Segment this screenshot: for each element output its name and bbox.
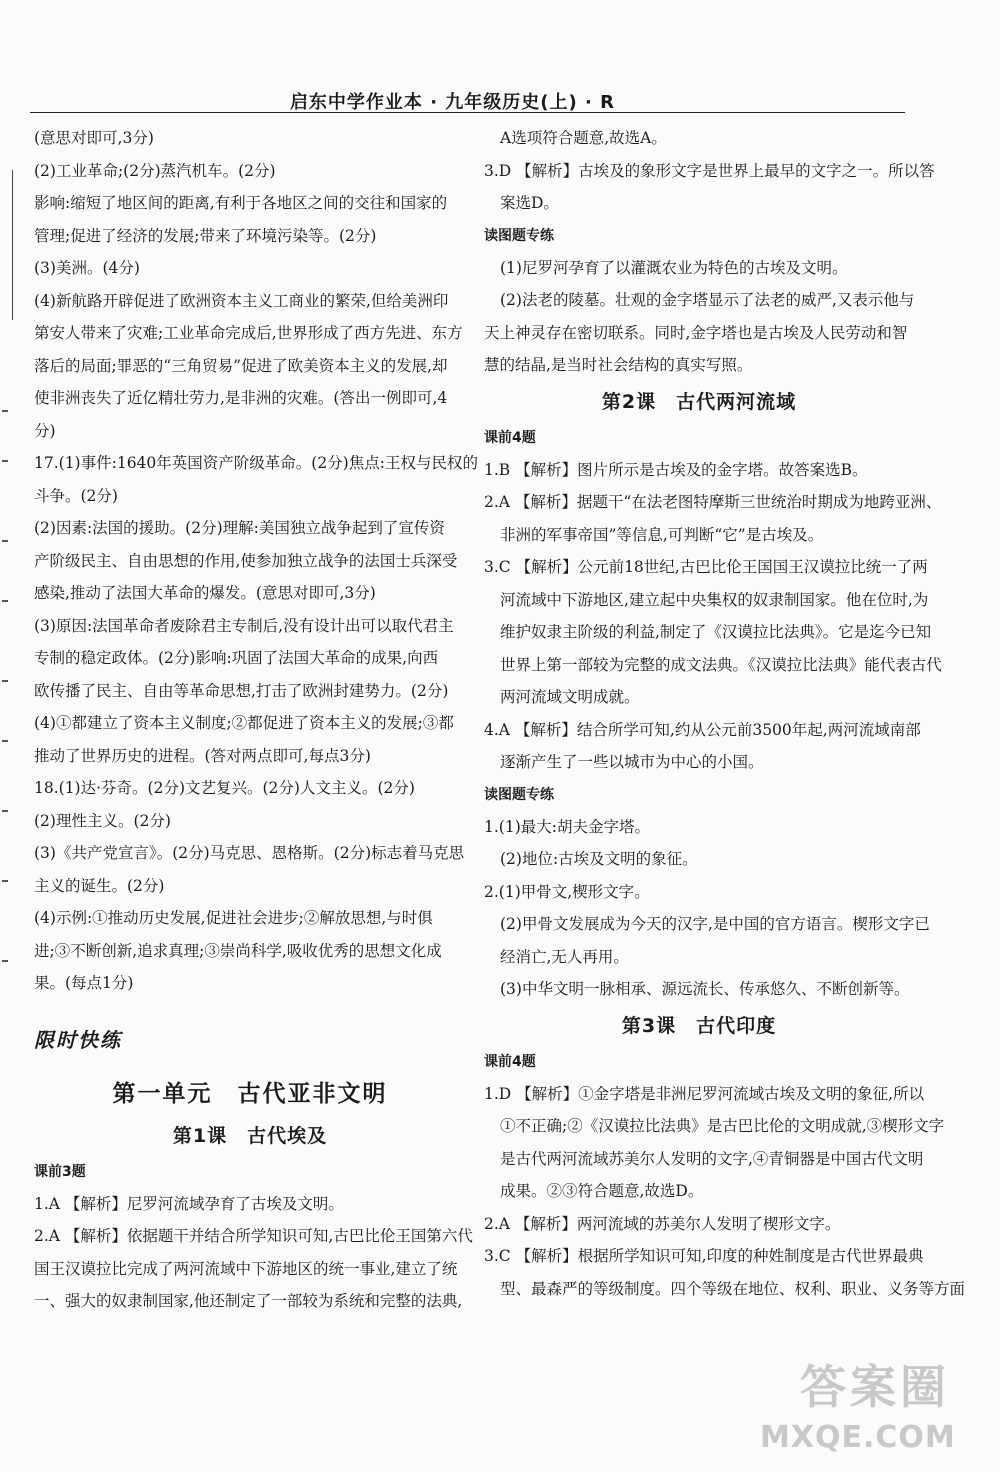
answer-line: 管理;促进了经济的发展;带来了环境污染等。(2分) bbox=[34, 226, 377, 245]
answer-line: (2)因素:法国的援助。(2分)理解:美国独立战争起到了宣传资 bbox=[34, 519, 445, 537]
answer-line: (2)地位:古埃及文明的象征。 bbox=[500, 850, 698, 868]
answer-line: 是古代两河流域苏美尔人发明的文字,④青铜器是中国古代文明 bbox=[500, 1149, 924, 1168]
answer-line: (2)工业革命;(2分)蒸汽机车。(2分) bbox=[34, 161, 276, 180]
answer-line: 斗争。(2分) bbox=[34, 486, 118, 505]
answer-line: 落后的局面;罪恶的“三角贸易”促进了欧美资本主义的发展,却 bbox=[34, 356, 448, 375]
answer-line: (3)中华文明一脉相承、源远流长、传承悠久、不断创新等。 bbox=[500, 980, 910, 998]
answer-line: 1.A 【解析】尼罗河流域孕育了古埃及文明。 bbox=[34, 1194, 344, 1213]
answer-line: 两河流域文明成就。 bbox=[500, 688, 640, 706]
answer-line: 17.(1)事件:1640年英国资产阶级革命。(2分)焦点:王权与民权的 bbox=[34, 454, 478, 472]
answer-line: 4.A 【解析】结合所学可知,约从公元前3500年起,两河流域南部 bbox=[484, 720, 921, 739]
answer-line: 推动了世界历史的进程。(答对两点即可,每点3分) bbox=[34, 746, 371, 765]
answer-line: (3)美洲。(4分) bbox=[34, 259, 140, 277]
answer-line: 主义的诞生。(2分) bbox=[34, 876, 165, 895]
section-title: 限时快练 bbox=[34, 1027, 122, 1052]
answer-line: 产阶级民主、自由思想的作用,使参加独立战争的法国士兵深受 bbox=[34, 551, 458, 570]
answer-line: (3)原因:法国革命者废除君主专制后,没有设计出可以取代君主 bbox=[34, 616, 454, 635]
answer-line: 1.D 【解析】①金字塔是非洲尼罗河流域古埃及文明的象征,所以 bbox=[484, 1084, 925, 1103]
answer-line: 维护奴隶主阶级的利益,制定了《汉谟拉比法典》。它是迄今已知 bbox=[500, 623, 932, 641]
answer-line: (3)《共产党宣言》。(2分)马克思、恩格斯。(2分)标志着马克思 bbox=[34, 844, 465, 862]
subsection-label: 读图题专练 bbox=[484, 786, 554, 803]
left-column bbox=[34, 122, 478, 1318]
answer-line: 欧传播了民主、自由等革命思想,打击了欧洲封建势力。(2分) bbox=[34, 681, 449, 700]
answer-line: (4)新航路开辟促进了欧洲资本主义工商业的繁荣,但给美洲印 bbox=[34, 291, 449, 310]
answer-line: 天上神灵存在密切联系。同时,金字塔也是古埃及人民劳动和智 bbox=[484, 323, 908, 342]
answer-line: 世界上第一部较为完整的成文法典。《汉谟拉比法典》能代表古代 bbox=[500, 655, 942, 674]
answer-line: (意思对即可,3分) bbox=[34, 129, 154, 147]
answer-line: 分) bbox=[34, 421, 56, 440]
answer-line: 1.(1)最大:胡夫金字塔。 bbox=[484, 817, 650, 836]
answer-line: 经消亡,无人再用。 bbox=[500, 947, 629, 966]
watermark-glyphs: 答案圈 bbox=[800, 1360, 950, 1414]
answer-line: 逐渐产生了一些以城市为中心的小国。 bbox=[500, 753, 764, 771]
answer-line: 感染,推动了法国大革命的爆发。(意思对即可,3分) bbox=[34, 584, 376, 602]
lesson-title: 第2课 古代两河流域 bbox=[601, 390, 797, 413]
watermark bbox=[760, 1351, 980, 1461]
answer-line: 2.A 【解析】两河流域的苏美尔人发明了楔形文字。 bbox=[484, 1214, 841, 1233]
answer-line: 2.A 【解析】依据题干并结合所学知识可知,古巴比伦王国第六代 bbox=[34, 1227, 473, 1245]
answer-line: 慧的结晶,是当时社会结构的真实写照。 bbox=[484, 356, 753, 374]
subsection-label: 课前3题 bbox=[34, 1163, 86, 1180]
answer-line: 专制的稳定政体。(2分)影响:巩固了法国大革命的成果,向西 bbox=[34, 649, 439, 667]
right-column bbox=[484, 122, 966, 1305]
answer-line: (2)理性主义。(2分) bbox=[34, 811, 171, 830]
answer-line: (1)尼罗河孕育了以灌溉农业为特色的古埃及文明。 bbox=[500, 258, 848, 277]
answer-line: 进;③不断创新,追求真理;③崇尚科学,吸收优秀的思想文化成 bbox=[34, 941, 442, 960]
unit-title: 第一单元 古代亚非文明 bbox=[112, 1080, 388, 1107]
answer-line: (4)示例:①推动历史发展,促进社会进步;②解放思想,与时俱 bbox=[34, 909, 433, 927]
subsection-label: 读图题专练 bbox=[484, 227, 554, 244]
answer-line: 成果。②③符合题意,故选D。 bbox=[500, 1182, 704, 1200]
answer-line: 案选D。 bbox=[500, 194, 559, 212]
answer-line: 型、最森严的等级制度。四个等级在地位、权利、职业、义务等方面 bbox=[500, 1279, 966, 1298]
answer-line: 3.C 【解析】公元前18世纪,古巴比伦王国国王汉谟拉比统一了两 bbox=[484, 558, 928, 576]
answer-line: 3.C 【解析】根据所学知识可知,印度的种姓制度是古代世界最典 bbox=[484, 1247, 924, 1265]
answer-line: (2)法老的陵墓。壮观的金字塔显示了法老的威严,又表示他与 bbox=[500, 291, 915, 309]
header-title: 启东中学作业本 · 九年级历史(上) · R bbox=[289, 92, 615, 113]
subsection-label: 课前4题 bbox=[484, 429, 536, 446]
answer-line: 2.A 【解析】据题干“在法老图特摩斯三世统治时期成为地跨亚洲、 bbox=[484, 493, 942, 511]
answer-line: 1.B 【解析】图片所示是古埃及的金字塔。故答案选B。 bbox=[484, 460, 868, 479]
answer-line: 一、强大的奴隶制国家,他还制定了一部较为系统和完整的法典, bbox=[34, 1292, 463, 1310]
answer-line: 使非洲丧失了近亿精壮劳力,是非洲的灾难。(答出一例即可,4 bbox=[34, 389, 448, 407]
answer-line: 果。(每点1分) bbox=[34, 974, 134, 992]
answer-line: (2)甲骨文发展成为今天的汉字,是中国的官方语言。楔形文字已 bbox=[500, 915, 930, 933]
answer-line: ①不正确;②《汉谟拉比法典》是古巴比伦的文明成就,③楔形文字 bbox=[500, 1117, 945, 1135]
watermark-url: MXQE.COM bbox=[760, 1420, 956, 1455]
answer-line: 3.D 【解析】古埃及的象形文字是世界上最早的文字之一。所以答 bbox=[484, 161, 935, 180]
answer-line: 河流域中下游地区,建立起中央集权的奴隶制国家。他在位时,为 bbox=[500, 590, 929, 609]
answer-line: (4)①都建立了资本主义制度;②都促进了资本主义的发展;③都 bbox=[34, 714, 454, 732]
subsection-label: 课前4题 bbox=[484, 1053, 536, 1070]
page-header bbox=[30, 86, 905, 113]
answer-line: 国王汉谟拉比完成了两河流域中下游地区的统一事业,建立了统 bbox=[34, 1259, 458, 1278]
answer-line: 18.(1)达·芬奇。(2分)文艺复兴。(2分)人文主义。(2分) bbox=[34, 779, 415, 797]
answer-line: 非洲的军事帝国”等信息,可判断“它”是古埃及。 bbox=[500, 525, 824, 544]
answer-line: 影响:缩短了地区间的距离,有利于各地区之间的交往和国家的 bbox=[34, 194, 448, 212]
answer-line: A选项符合题意,故选A。 bbox=[500, 129, 667, 147]
margin-marks bbox=[0, 160, 14, 1160]
lesson-title: 第1课 古代埃及 bbox=[172, 1124, 328, 1147]
lesson-title: 第3课 古代印度 bbox=[621, 1014, 777, 1037]
answer-line: 2.(1)甲骨文,楔形文字。 bbox=[484, 882, 650, 901]
answer-line: 第安人带来了灾难;工业革命完成后,世界形成了西方先进、东方 bbox=[34, 324, 463, 342]
